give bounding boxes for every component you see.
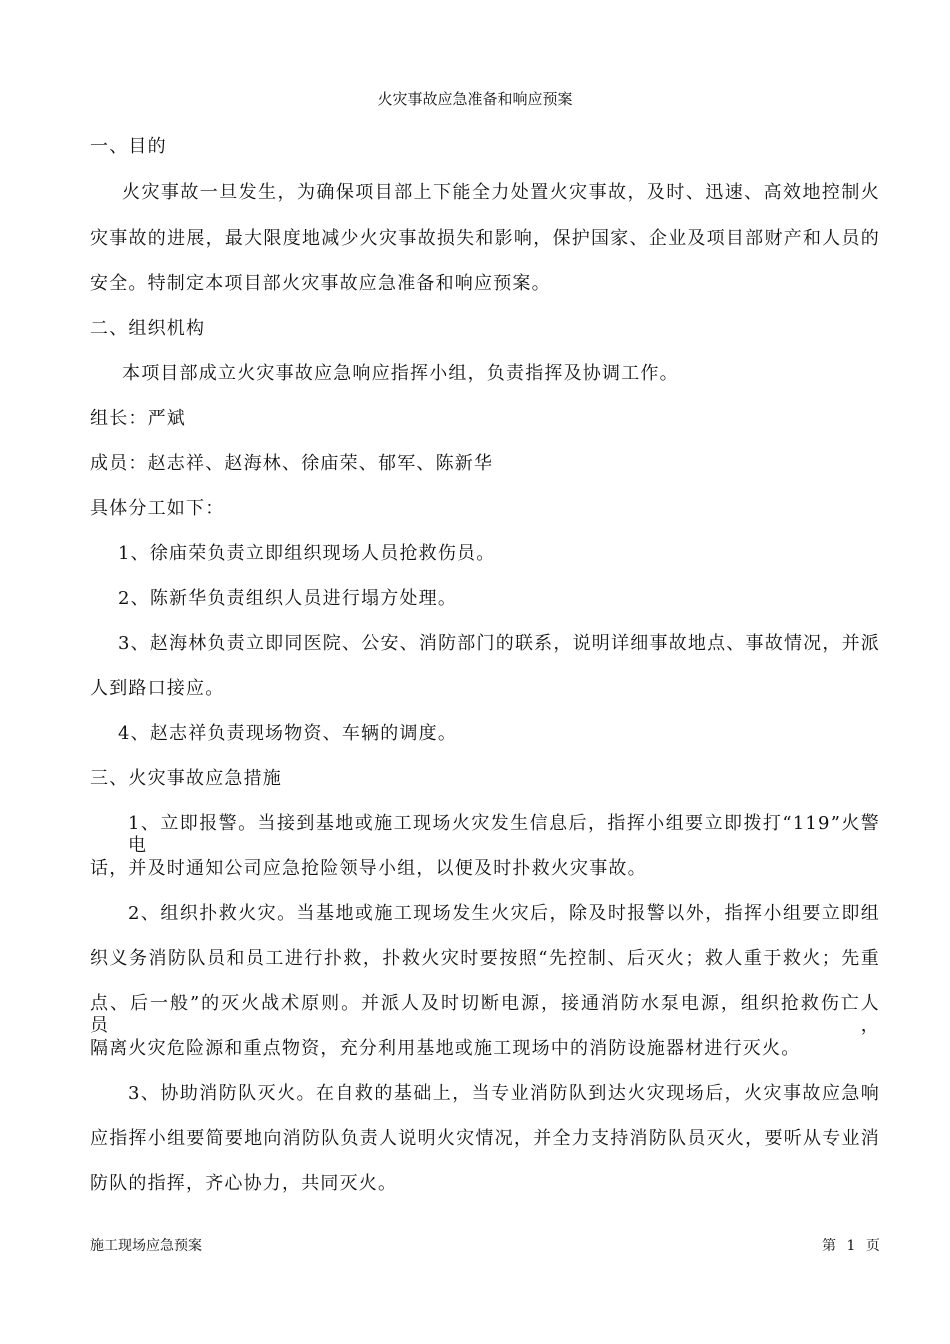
paragraph-line: 本项目部成立火灾事故应急响应指挥小组，负责指挥及协调工作。: [122, 363, 679, 384]
paragraph-line: 1、立即报警。当接到基地或施工现场火灾发生信息后，指挥小组要立即拨打“119”火警电: [128, 813, 880, 856]
list-item-continuation: 人到路口接应。: [90, 678, 225, 699]
paragraph-line: 具体分工如下：: [90, 498, 225, 519]
list-item: 4、赵志祥负责现场物资、车辆的调度。: [118, 723, 458, 744]
section-heading: 三、火灾事故应急措施: [90, 768, 282, 789]
list-item: 1、徐庙荣负责立即组织现场人员抢救伤员。: [118, 543, 496, 564]
paragraph-line: 话，并及时通知公司应急抢险领导小组，以便及时扑救火灾事故。: [90, 858, 647, 879]
list-item: 3、赵海林负责立即同医院、公安、消防部门的联系，说明详细事故地点、事故情况，并派: [118, 633, 880, 654]
paragraph-line: 成员：赵志祥、赵海林、徐庙荣、郁军、陈新华: [90, 453, 494, 474]
document-title: 火灾事故应急准备和响应预案: [377, 90, 573, 108]
page-suffix: 页: [865, 1238, 880, 1254]
paragraph-line: 2、组织扑救火灾。当基地或施工现场发生火灾后，除及时报警以外，指挥小组要立即组: [128, 903, 880, 924]
paragraph-line: 组长：严斌: [90, 408, 186, 429]
list-item: 2、陈新华负责组织人员进行塌方处理。: [118, 588, 458, 609]
page-number-value: 1: [846, 1238, 856, 1254]
section-heading: 一、目的: [90, 136, 167, 157]
paragraph-line: 安全。特制定本项目部火灾事故应急准备和响应预案。: [90, 273, 551, 294]
section-heading: 二、组织机构: [90, 318, 206, 339]
paragraph-line: 织义务消防队员和员工进行扑救，扑救火灾时要按照“先控制、后灭火；救人重于救火；先重: [90, 948, 880, 969]
page-prefix: 第: [822, 1238, 836, 1254]
paragraph-line: 点、后一般”的灭火战术原则。并派人及时切断电源，接通消防水泵电源，组织抢救伤亡人员，: [90, 993, 880, 1036]
paragraph-line: 隔离火灾危险源和重点物资，充分利用基地或施工现场中的消防设施器材进行灭火。: [90, 1038, 801, 1059]
paragraph-line: 灾事故的进展，最大限度地减少火灾事故损失和影响，保护国家、企业及项目部财产和人员的: [90, 228, 880, 249]
paragraph-line: 3、协助消防队灭火。在自救的基础上，当专业消防队到达火灾现场后，火灾事故应急响: [128, 1083, 880, 1104]
page-number: [822, 1235, 880, 1255]
paragraph-line: 防队的指挥，齐心协力，共同灭火。: [90, 1173, 398, 1194]
paragraph-line: 火灾事故一旦发生，为确保项目部上下能全力处置火灾事故，及时、迅速、高效地控制火: [122, 182, 880, 203]
paragraph-line: 应指挥小组要简要地向消防队负责人说明火灾情况，并全力支持消防队员灭火，要听从专业消: [90, 1128, 880, 1149]
footer-title: 施工现场应急预案: [90, 1238, 202, 1254]
